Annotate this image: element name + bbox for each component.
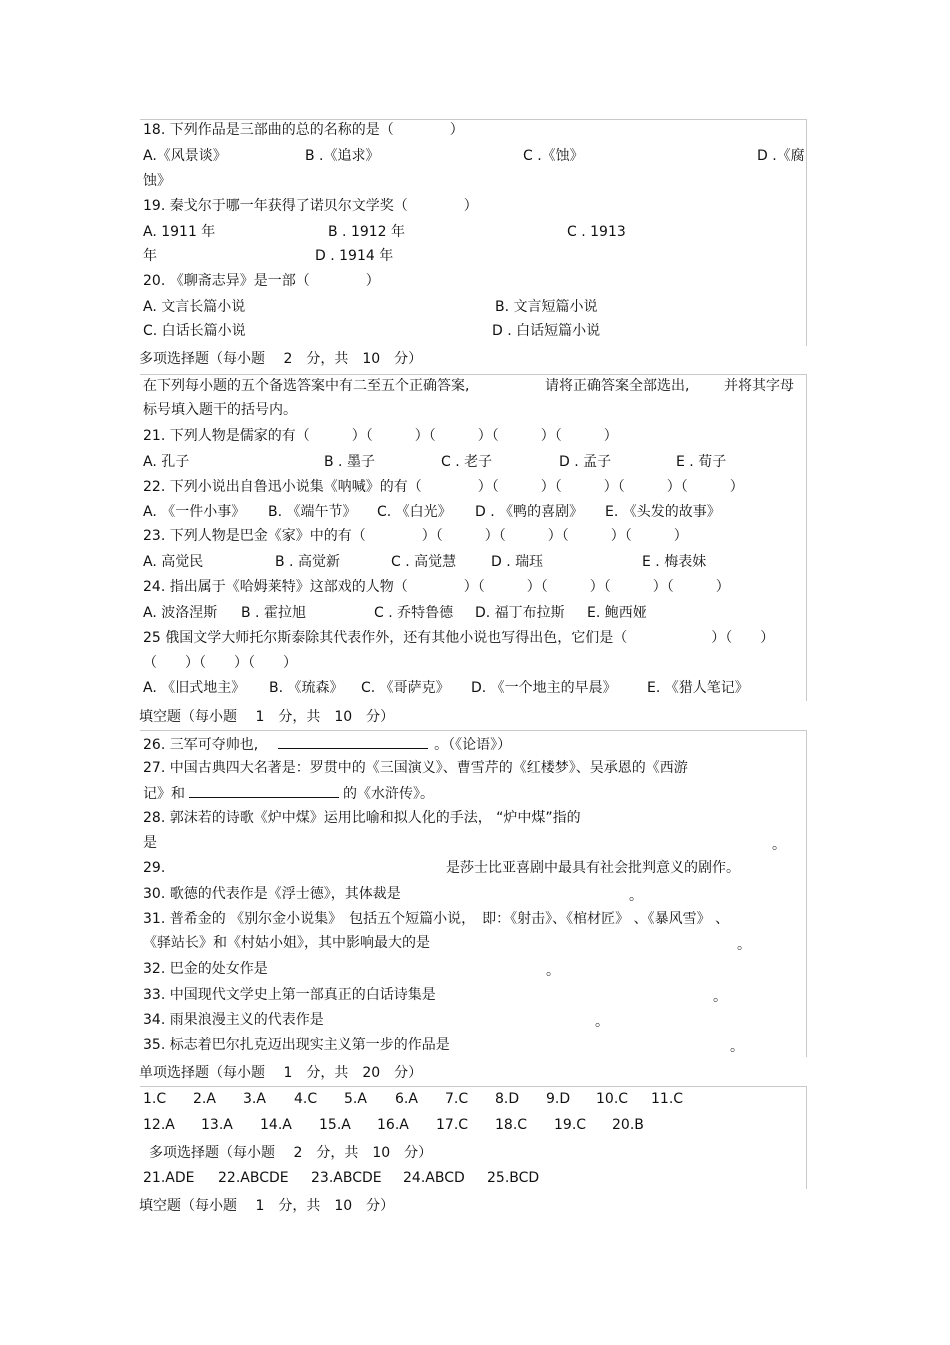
answer-11: 11.C [651, 1091, 684, 1107]
q20-option-d: D . 白话短篇小说 [492, 323, 601, 339]
q29-text-b: 是莎士比亚喜剧中最具有社会批判意义的剧作。 [446, 860, 740, 876]
q29-text-a: 29. [143, 860, 166, 876]
q19-stem: 19. 秦戈尔于哪一年获得了诺贝尔文学奖（ ） [143, 198, 478, 214]
q31-line1: 31. 普希金的 《别尔金小说集》 包括五个短篇小说， 即：《射击》、《棺材匠》 、《暴风雪》 、 [143, 911, 730, 927]
q24-option-e: E. 鲍西娅 [587, 605, 647, 621]
q19-option-c: C . 1913 [567, 224, 626, 240]
q22-option-d: D . 《鸭的喜剧》 [475, 504, 584, 520]
q18-option-d: D .《腐 [757, 148, 805, 164]
answer-8: 8.D [495, 1091, 520, 1107]
q22-option-c: C. 《白光》 [377, 504, 452, 520]
answers-multi-header: 多项选择题（每小题 2 分，共 10 分） [149, 1145, 433, 1161]
answer-10: 10.C [596, 1091, 629, 1107]
q25-stem-cont: （ ）（ ）（ ） [143, 655, 297, 671]
q24-option-a: A. 波洛涅斯 [143, 605, 218, 621]
q24-stem: 24. 指出属于《哈姆莱特》这部戏的人物（ ）（ ）（ ）（ ）（ ） [143, 579, 730, 595]
q27-line2 [143, 783, 434, 803]
q26-text-b: 。（《论语》） [434, 737, 512, 753]
q25-option-a: A. 《旧式地主》 [143, 680, 246, 696]
q24-option-b: B . 霍拉旭 [241, 605, 306, 621]
q27-text-c: 的《水浒传》。 [343, 786, 434, 802]
q26-blank [278, 734, 428, 749]
answer-16: 16.A [377, 1117, 409, 1133]
answer-1: 1.C [143, 1091, 167, 1107]
multi-section-header: 多项选择题（每小题 2 分，共 10 分） [139, 351, 423, 367]
answer-3: 3.A [243, 1091, 266, 1107]
q23-option-b: B . 高觉新 [275, 554, 340, 570]
q23-option-c: C . 高觉慧 [391, 554, 457, 570]
q21-option-d: D . 孟子 [559, 454, 612, 470]
q35-text-b: 。 [730, 1039, 744, 1055]
q30-text-a: 30. 歌德的代表作是《浮士德》，其体裁是 [143, 886, 401, 902]
q21-option-e: E . 荀子 [676, 454, 727, 470]
q27-text-b: 记》和 [143, 786, 185, 802]
answers-fill-header: 填空题（每小题 1 分，共 10 分） [139, 1198, 395, 1214]
q19-option-a: A. 1911 年 [143, 224, 216, 240]
answer-4: 4.C [294, 1091, 318, 1107]
q22-option-a: A. 《一件小事》 [143, 504, 246, 520]
q26 [143, 734, 511, 754]
q24-option-d: D. 福丁布拉斯 [475, 605, 565, 621]
answer-19: 19.C [554, 1117, 587, 1133]
q33-text-b: 。 [713, 989, 727, 1005]
answer-23: 23.ABCDE [311, 1170, 382, 1186]
answer-9: 9.D [546, 1091, 571, 1107]
q25-stem: 25 俄国文学大师托尔斯泰除其代表作外，还有其他小说也写得出色，它们是（ ）（ ） [143, 630, 775, 646]
answer-14: 14.A [260, 1117, 292, 1133]
q28-text-b: 是 [143, 835, 157, 851]
multi-intro-2: 标号填入题干的括号内。 [143, 402, 297, 418]
q30-text-b: 。 [629, 888, 643, 904]
q18-option-b: B .《追求》 [305, 148, 380, 164]
q19-option-b: B . 1912 年 [328, 224, 406, 240]
answer-20: 20.B [612, 1117, 644, 1133]
answers-single-header: 单项选择题（每小题 1 分，共 20 分） [139, 1065, 423, 1081]
answer-5: 5.A [344, 1091, 367, 1107]
answer-21: 21.ADE [143, 1170, 195, 1186]
q20-option-a: A. 文言长篇小说 [143, 299, 246, 315]
q26-text-a: 26. 三军可夺帅也, [143, 737, 259, 753]
answer-7: 7.C [445, 1091, 469, 1107]
q18-stem: 18. 下列作品是三部曲的总的名称的是（ ） [143, 122, 464, 138]
answer-17: 17.C [436, 1117, 469, 1133]
q31-text-c: 。 [737, 937, 751, 953]
answer-13: 13.A [201, 1117, 233, 1133]
q23-option-a: A. 高觉民 [143, 554, 204, 570]
q32-text-a: 32. 巴金的处女作是 [143, 961, 268, 977]
q20-option-c: C. 白话长篇小说 [143, 323, 246, 339]
q19-option-c-cont: 年 [143, 248, 157, 264]
multi-intro-1a: 在下列每小题的五个备选答案中有二至五个正确答案, [143, 378, 470, 394]
q18-option-c: C .《蚀》 [523, 148, 584, 164]
q21-option-c: C . 老子 [441, 454, 493, 470]
q25-option-c: C. 《哥萨克》 [361, 680, 450, 696]
q21-option-b: B . 墨子 [324, 454, 375, 470]
fill-section-header: 填空题（每小题 1 分，共 10 分） [139, 709, 395, 725]
q34-text-a: 34. 雨果浪漫主义的代表作是 [143, 1012, 324, 1028]
q34-text-b: 。 [595, 1014, 609, 1030]
answer-2: 2.A [193, 1091, 216, 1107]
q28-line1: 28. 郭沫若的诗歌《炉中煤》运用比喻和拟人化的手法， “炉中煤”指的 [143, 810, 581, 826]
q21-option-a: A. 孔子 [143, 454, 190, 470]
answer-18: 18.C [495, 1117, 528, 1133]
answer-15: 15.A [319, 1117, 351, 1133]
q28-text-c: 。 [772, 837, 786, 853]
answer-6: 6.A [395, 1091, 418, 1107]
q25-option-d: D. 《一个地主的早晨》 [471, 680, 617, 696]
multi-intro-1b: 请将正确答案全部选出, [545, 378, 690, 394]
q27-blank [189, 783, 339, 798]
q23-option-d: D . 瑞珏 [491, 554, 544, 570]
answer-25: 25.BCD [487, 1170, 540, 1186]
q33-text-a: 33. 中国现代文学史上第一部真正的白话诗集是 [143, 987, 436, 1003]
q24-option-c: C . 乔特鲁德 [374, 605, 454, 621]
q19-option-d: D . 1914 年 [315, 248, 394, 264]
q27-line1: 27. 中国古典四大名著是：罗贯中的《三国演义》、曹雪芹的《红楼梦》、吴承恩的《西游 [143, 760, 688, 776]
q31-text-b: 《驿站长》和《村姑小姐》，其中影响最大的是 [143, 935, 430, 951]
q21-stem: 21. 下列人物是儒家的有（ ）（ ）（ ）（ ）（ ） [143, 428, 618, 444]
q18-option-d-cont: 蚀》 [143, 173, 171, 189]
q25-option-b: B. 《琉森》 [269, 680, 344, 696]
answer-12: 12.A [143, 1117, 175, 1133]
answer-24: 24.ABCD [403, 1170, 465, 1186]
multi-intro-1c: 并将其字母 [724, 378, 794, 394]
q18-option-a: A.《风景谈》 [143, 148, 227, 164]
q20-option-b: B. 文言短篇小说 [495, 299, 598, 315]
q22-stem: 22. 下列小说出自鲁迅小说集《呐喊》的有（ ）（ ）（ ）（ ）（ ） [143, 479, 744, 495]
q25-option-e: E. 《猎人笔记》 [647, 680, 749, 696]
q23-stem: 23. 下列人物是巴金《家》中的有（ ）（ ）（ ）（ ）（ ） [143, 528, 688, 544]
q23-option-e: E . 梅表妹 [642, 554, 707, 570]
q22-option-e: E. 《头发的故事》 [605, 504, 721, 520]
q35-text-a: 35. 标志着巴尔扎克迈出现实主义第一步的作品是 [143, 1037, 450, 1053]
q22-option-b: B. 《端午节》 [268, 504, 357, 520]
q32-text-b: 。 [546, 963, 560, 979]
answer-22: 22.ABCDE [218, 1170, 289, 1186]
q20-stem: 20. 《聊斋志异》是一部（ ） [143, 273, 380, 289]
